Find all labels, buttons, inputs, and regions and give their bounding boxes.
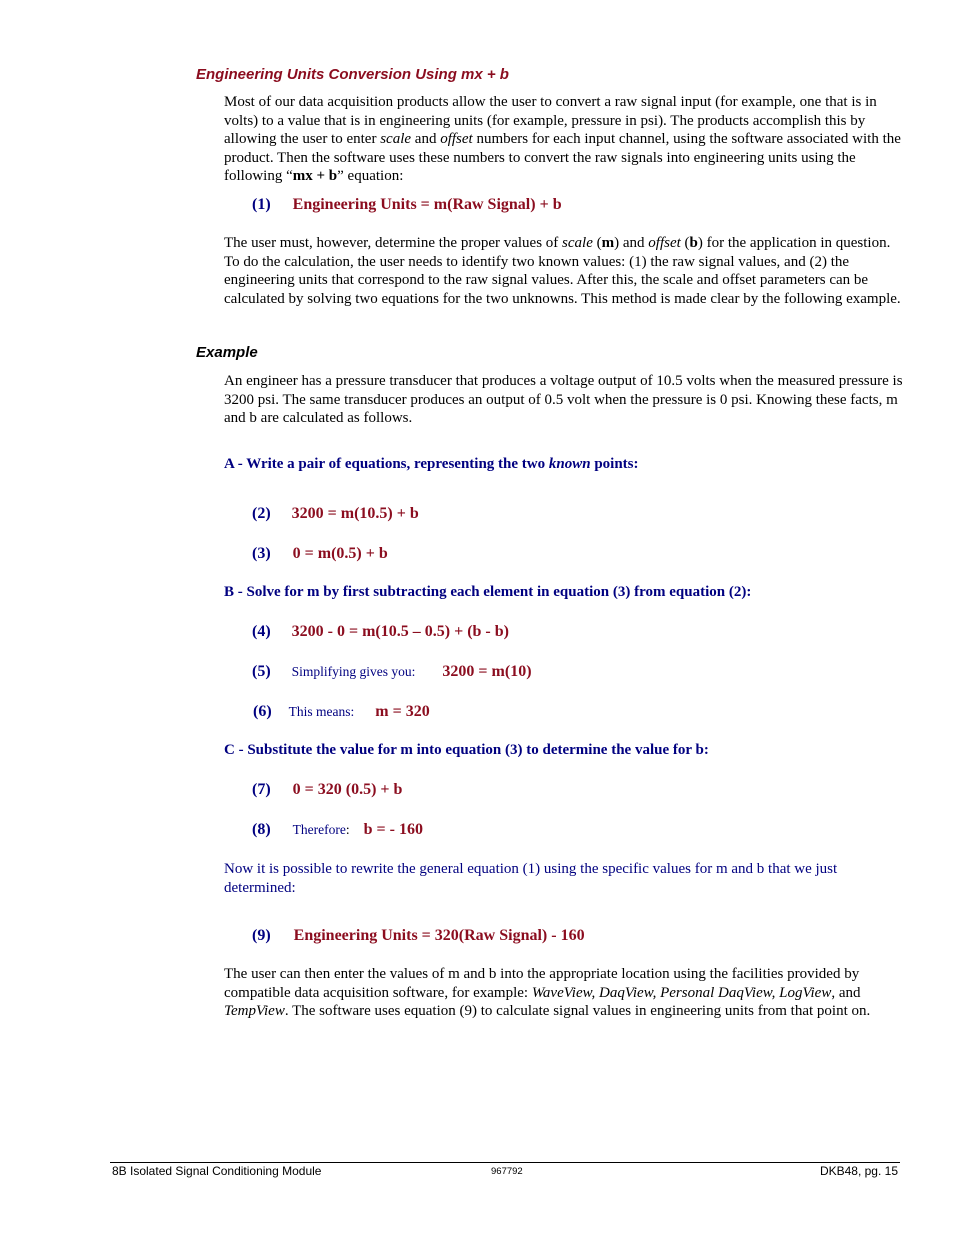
footer-left: 8B Isolated Signal Conditioning Module bbox=[112, 1164, 322, 1178]
equation-7: (7) 0 = 320 (0.5) + b bbox=[252, 781, 403, 798]
equation-5: (5) Simplifying gives you: 3200 = m(10) bbox=[252, 663, 532, 680]
section-heading: Engineering Units Conversion Using mx + b bbox=[196, 66, 509, 83]
footer-divider bbox=[110, 1162, 900, 1163]
equation-text: Engineering Units = m(Raw Signal) + b bbox=[292, 196, 562, 213]
equation-2: (2) 3200 = m(10.5) + b bbox=[252, 505, 419, 522]
equation-3: (3) 0 = m(0.5) + b bbox=[252, 545, 388, 562]
equation-8: (8) Therefore: b = - 160 bbox=[252, 821, 423, 838]
rewrite-paragraph: Now it is possible to rewrite the general equation (1) using the specific values for m and b that we just determined: bbox=[224, 861, 838, 896]
final-paragraph: The user can then enter the values of m and b into the appropriate location using the facilities provided by compatible data acquisition software, for example: WaveView, DaqView, Personal DaqView, LogView, and TempView. The software uses equation (9) to calculate signal values in engineering units from that point on. bbox=[224, 966, 871, 1019]
equation-9: (9) Engineering Units = 320(Raw Signal) - 160 bbox=[252, 927, 585, 944]
step-b: B - Solve for m by first subtracting each element in equation (3) from equation (2): bbox=[224, 584, 752, 600]
footer-right: DKB48, pg. 15 bbox=[819, 1164, 898, 1178]
example-paragraph: An engineer has a pressure transducer that produces a voltage output of 10.5 volts when the measured pressure is 3200 psi. The same transducer produces an output of 0.5 volt when the pressure is 0 psi. Knowing these facts, m and b are calculated as follows. bbox=[224, 373, 903, 426]
intro-paragraph: Most of our data acquisition products allow the user to convert a raw signal input (for example, one that is in volts) to a value that is in engineering units (for example, pressure in psi). The products accomplish this by allowing the user to enter scale and offset numbers for each input channel, using the software associated with the product. Then the software uses these numbers to convert the raw signals into engineering units using the following “mx + b” equation: bbox=[224, 94, 901, 184]
equation-4: (4) 3200 - 0 = m(10.5 – 0.5) + (b - b) bbox=[252, 623, 509, 640]
step-a: A - Write a pair of equations, representing the two known points: bbox=[224, 456, 639, 472]
example-heading: Example bbox=[196, 344, 258, 361]
step-c: C - Substitute the value for m into equation (3) to determine the value for b: bbox=[224, 742, 709, 758]
equation-number: (1) bbox=[252, 196, 271, 213]
method-paragraph: The user must, however, determine the proper values of scale (m) and offset (b) for the application in question. To do the calculation, the user needs to identify two known values: (1) the raw signal values, and (2) the engineering units that correspond to the raw signal values. After this, the scale and offset parameters can be calculated by solving two equations for the two unknowns. This method is made clear by the following example. bbox=[224, 235, 901, 307]
equation-1 bbox=[252, 196, 562, 214]
footer-center: 967792 bbox=[491, 1166, 523, 1177]
equation-6: (6) This means: m = 320 bbox=[253, 703, 430, 720]
